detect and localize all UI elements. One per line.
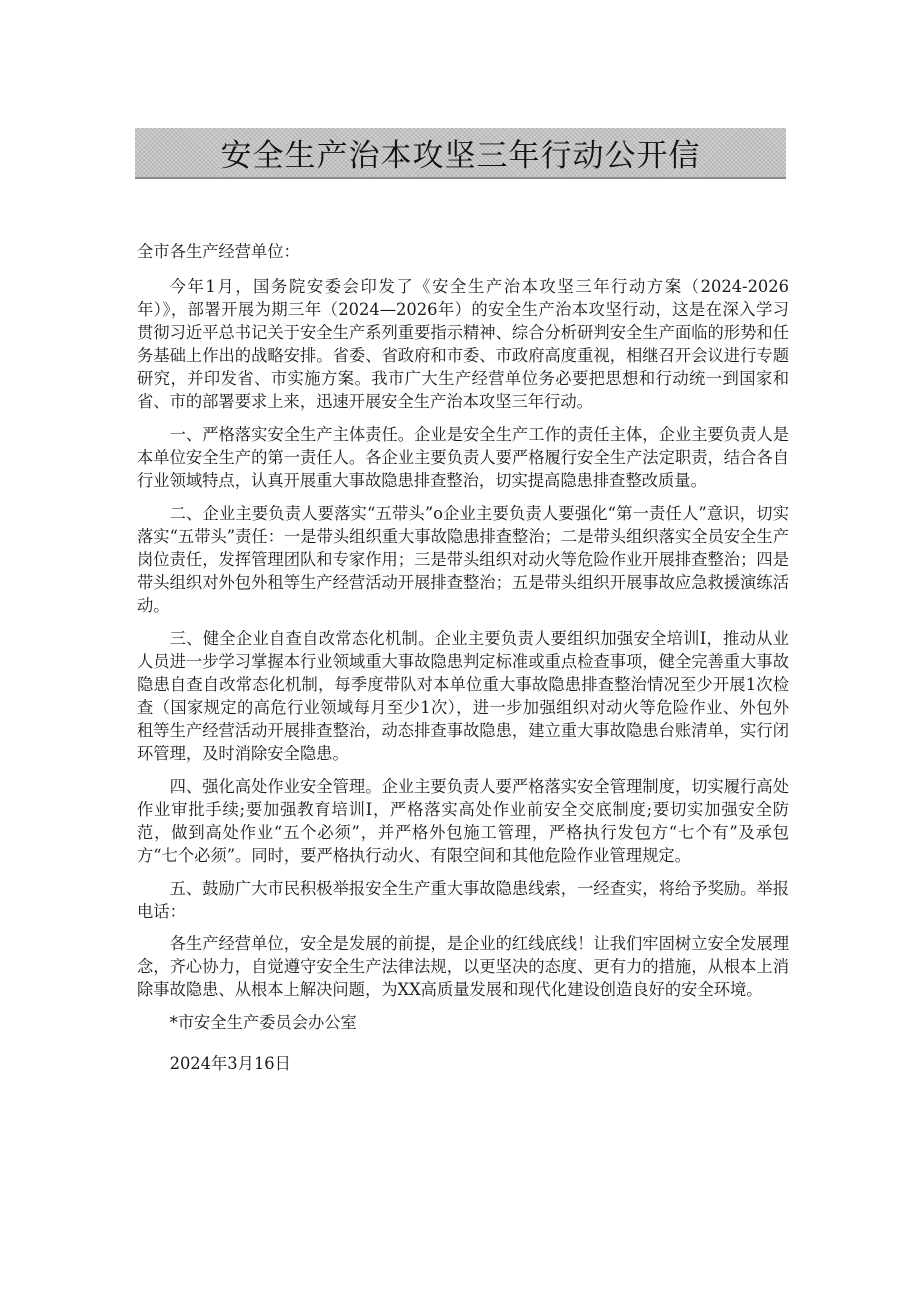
date: 2024年3月16日 — [169, 1054, 291, 1073]
paragraph-item-4: 四、强化高处作业安全管理。企业主要负责人要严格落实安全管理制度，切实履行高处作业审批手续;要加强教育培训I，严格落实高处作业前安全交底制度;要切实加强安全防范，做到高处作业“五个必须”，并严格外包施工管理，严格执行发包方“七个有”及承包方“七个必须”。同时，要严格执行动火、有限空间和其他危险作业管理规定。 — [137, 777, 789, 865]
paragraph-intro: 今年1月，国务院安委会印发了《安全生产治本攻坚三年行动方案（2024-2026年）》，部署开展为期三年（2024—2026年）的安全生产治本攻坚行动，这是在深入学习贯彻习近平总书记关于安全生产系列重要指示精神、综合分析研判安全生产面临的形势和任务基础上作出的战略安排。省委、省政府和市委、市政府高度重视，相继召开会议进行专题研究，并印发省、市实施方案。我市广大生产经营单位务必要把思想和行动统一到国家和省、市的部署要求上来，迅速开展安全生产治本攻坚三年行动。 — [137, 277, 789, 411]
paragraph-item-3: 三、健全企业自查自改常态化机制。企业主要负责人要组织加强安全培训I，推动从业人员进一步学习掌握本行业领域重大事故隐患判定标准或重点检查事项，健全完善重大事故隐患自查自改常态化机制，每季度带队对本单位重大事故隐患排查整治情况至少开展1次检查（国家规定的高危行业领域每月至少1次），进一步加强组织对动火等危险作业、外包外租等生产经营活动开展排查整治，动态排查事故隐患，建立重大事故隐患台账清单，实行闭环管理，及时消除安全隐患。 — [137, 629, 789, 763]
salutation: 全市各生产经营单位： — [137, 242, 300, 261]
paragraph-item-2: 二、企业主要负责人要落实“五带头”o企业主要负责人要强化“第一责任人”意识，切实落实“五带头”责任：一是带头组织重大事故隐患排查整治；二是带头组织落实全员安全生产岗位责任，发挥管理团队和专家作用；三是带头组织对动火等危险作业开展排查整治；四是带头组织对外包外租等生产经营活动开展排查整治；五是带头组织开展事故应急救援演练活动。 — [137, 504, 789, 615]
letter-body — [137, 240, 789, 1075]
paragraph-item-5: 五、鼓励广大市民积极举报安全生产重大事故隐患线索，一经查实，将给予奖励。举报电话： — [137, 879, 789, 921]
document-title: 安全生产治本攻坚三年行动公开信 — [220, 138, 701, 174]
title-banner — [135, 128, 786, 179]
paragraph-item-1: 一、严格落实安全生产主体责任。企业是安全生产工作的责任主体，企业主要负责人是本单位安全生产的第一责任人。各企业主要负责人要严格履行安全生产法定职责，结合各自行业领域特点，认真开展重大事故隐患排查整治，切实提高隐患排查整改质量。 — [137, 425, 789, 490]
signature: *市安全生产委员会办公室 — [169, 1013, 357, 1032]
paragraph-closing: 各生产经营单位，安全是发展的前提，是企业的红线底线！让我们牢固树立安全发展理念，齐心协力，自觉遵守安全生产法律法规，以更坚决的态度、更有力的措施，从根本上消除事故隐患、从根本上解决问题，为XX高质量发展和现代化建设创造良好的安全环境。 — [137, 934, 789, 999]
